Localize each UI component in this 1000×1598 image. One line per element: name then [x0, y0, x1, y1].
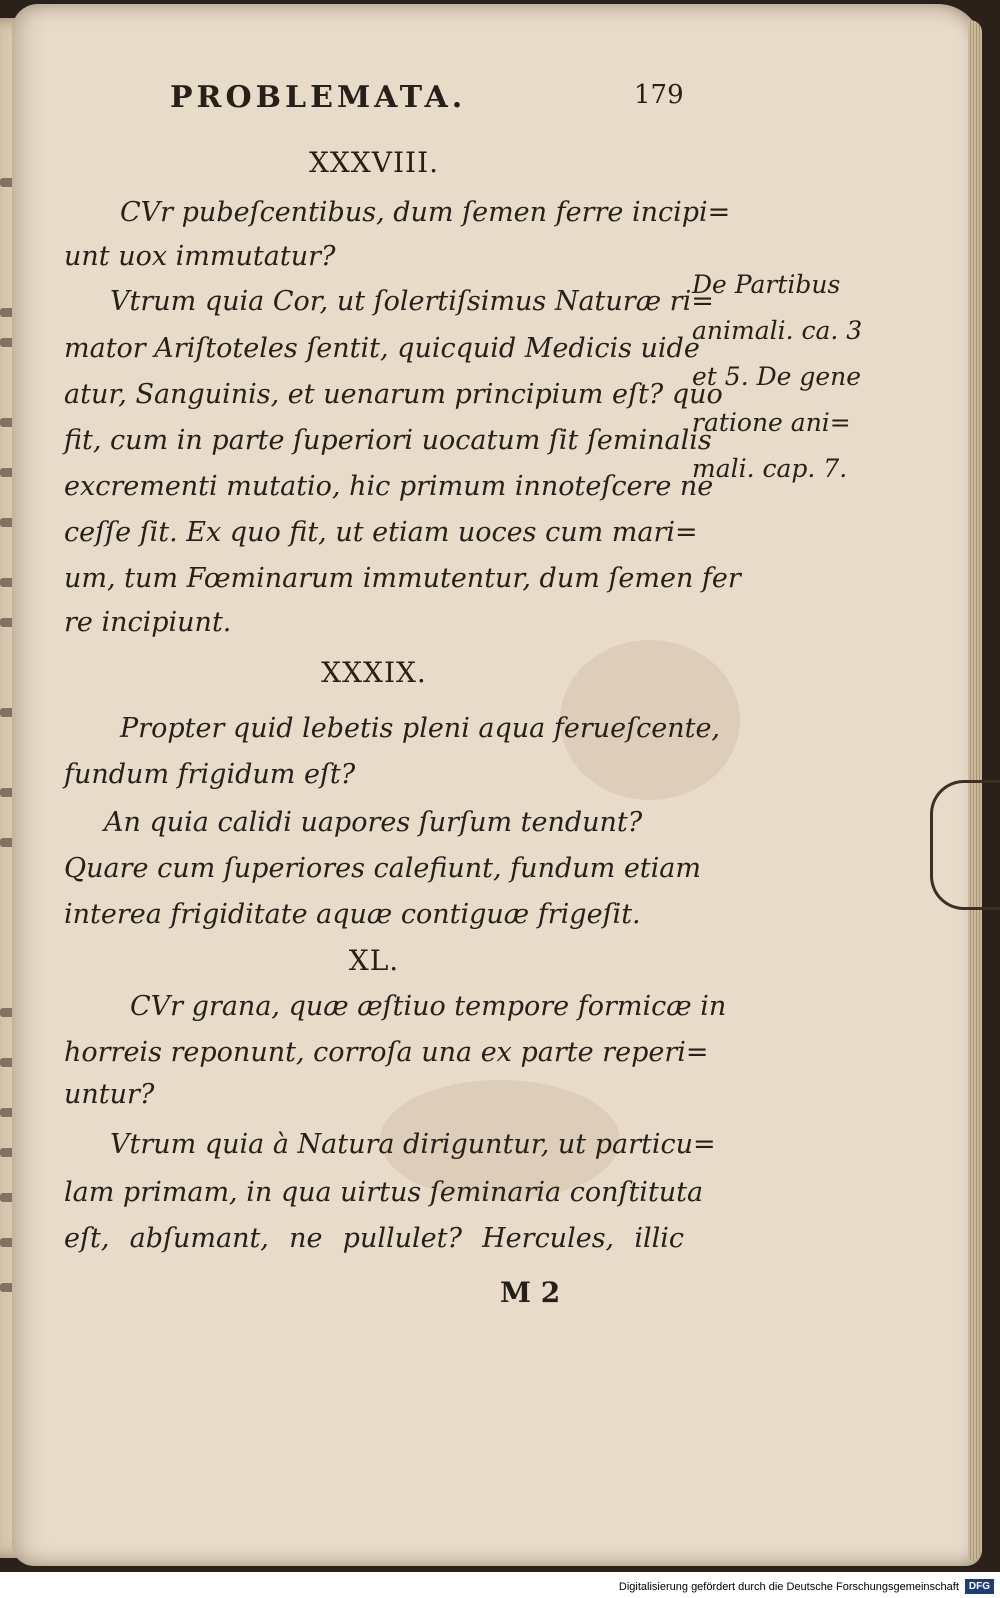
text-line: mator Ariſtoteles ſentit, quicquid Medicis uide: [64, 333, 700, 364]
credit-text: Digitalisierung gefördert durch die Deutsche Forschungsgemeinschaft: [618, 1580, 959, 1593]
text-line: fundum frigidum eſt?: [64, 759, 356, 790]
text-line: eſt, abſumant, ne pullulet? Hercules, illic: [64, 1223, 684, 1254]
digitization-credit: [619, 1579, 994, 1594]
text-line: CVr grana, quæ æſtiuo tempore formicæ in: [130, 991, 727, 1022]
dfg-logo: DFG: [965, 1579, 994, 1594]
text-line: excrementi mutatio, hic primum innoteſcere ne: [64, 471, 714, 502]
text-line: Vtrum quia Cor, ut ſolertiſsimus Naturæ ri=: [110, 286, 714, 317]
margin-note-line: animali. ca. 3: [692, 316, 863, 345]
margin-note-line: mali. cap. 7.: [692, 454, 848, 483]
margin-note-line: De Partibus: [692, 270, 841, 299]
text-line: Propter quid lebetis pleni aqua ferueſcente,: [120, 713, 720, 744]
text-line: lam primam, in qua uirtus ſeminaria conſtituta: [64, 1177, 704, 1208]
section-numeral: XXXVIII.: [308, 146, 440, 179]
text-line: untur?: [64, 1079, 155, 1110]
text-line: re incipiunt.: [64, 607, 232, 638]
text-line: An quia calidi uapores ſurſum tendunt?: [104, 807, 643, 838]
text-line: atur, Sanguinis, et uenarum principium eſt? quo: [64, 379, 723, 410]
text-line: CVr pubeſcentibus, dum ſemen ferre incipi=: [120, 197, 731, 228]
folio-number: 179: [634, 80, 684, 110]
text-line: unt uox immutatur?: [64, 241, 336, 272]
margin-note-line: ratione ani=: [692, 408, 851, 437]
page-clip: [930, 780, 1000, 910]
text-line: um, tum Fœminarum immutentur, dum ſemen fer: [64, 563, 741, 594]
text-line: interea frigiditate aquæ contiguæ frigeſit.: [64, 899, 641, 930]
section-numeral: XL.: [348, 944, 400, 977]
section-numeral: XXXIX.: [321, 656, 427, 689]
text-line: fit, cum in parte ſuperiori uocatum ſit ſeminalis: [64, 425, 712, 456]
signature-mark: M 2: [500, 1276, 561, 1309]
running-title: PROBLEMATA.: [170, 80, 467, 115]
text-line: Vtrum quia à Natura diriguntur, ut particu=: [110, 1129, 716, 1160]
text-line: Quare cum ſuperiores calefiunt, fundum etiam: [64, 853, 701, 884]
text-line: horreis reponunt, corroſa una ex parte reperi=: [64, 1037, 709, 1068]
text-line: ceſſe ſit. Ex quo fit, ut etiam uoces cum mari=: [64, 517, 698, 548]
margin-note-line: et 5. De gene: [692, 362, 862, 391]
